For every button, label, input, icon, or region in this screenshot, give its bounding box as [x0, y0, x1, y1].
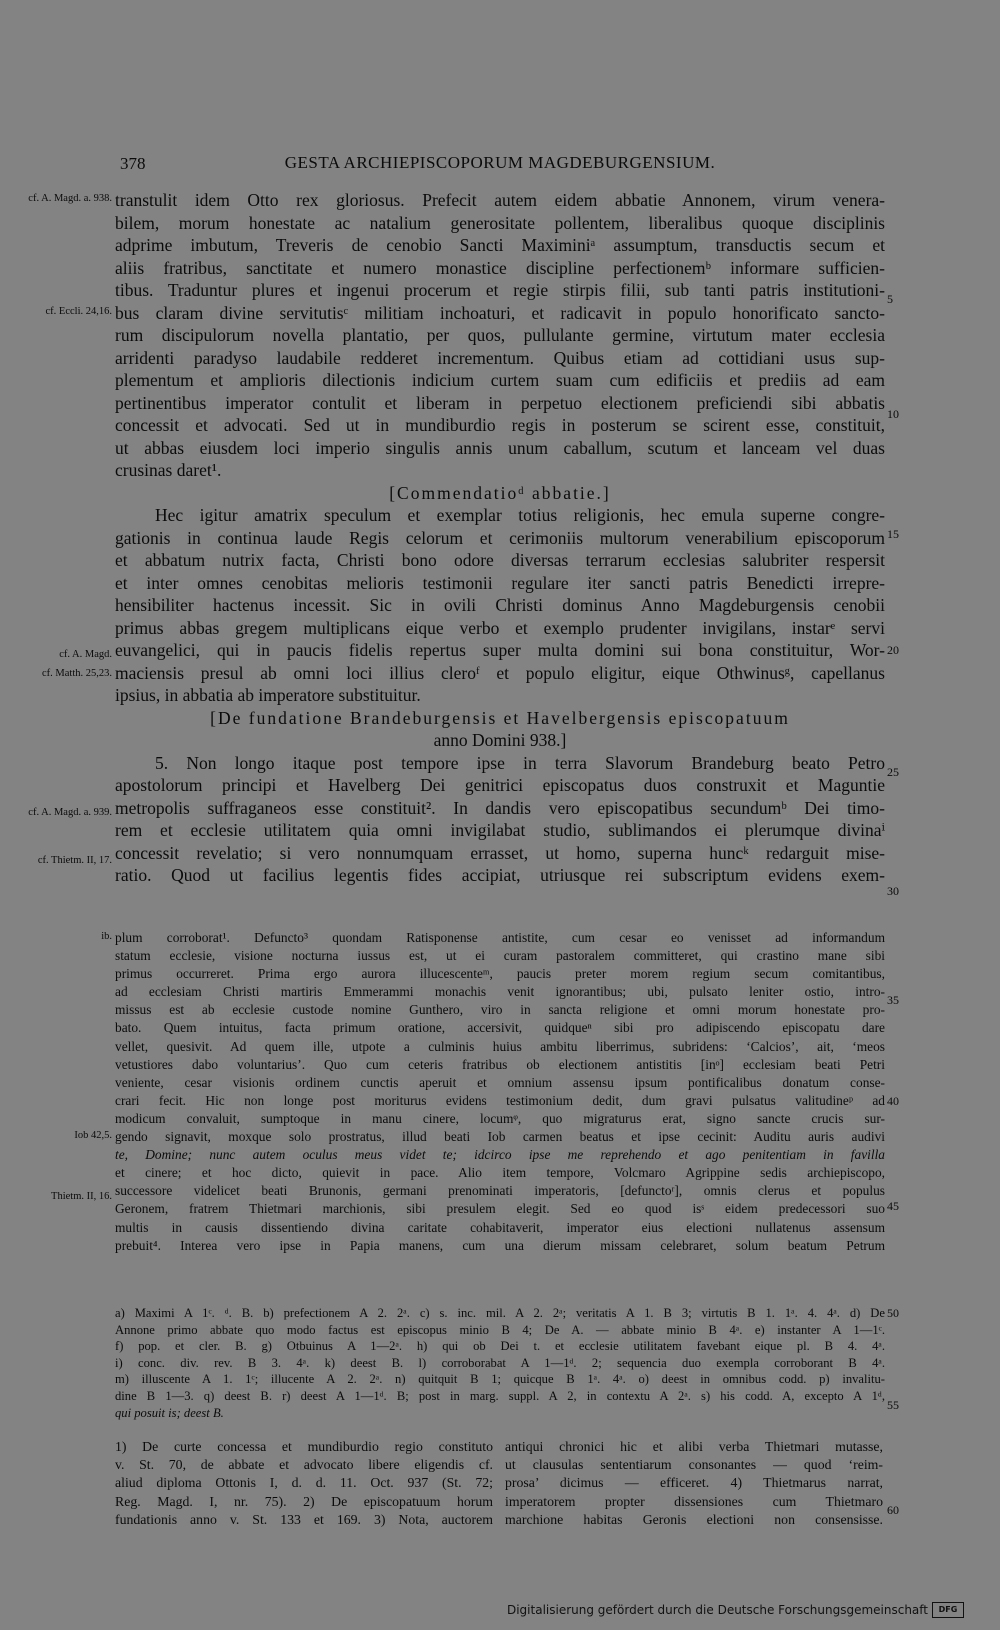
footnote-line: prosa’ dicimus — efficeret. 4) Thietmarus narrat,	[505, 1475, 883, 1491]
small-line: bato. Quem intuitus, facta primum oratione, accersivit, quidqueⁿ sibi pro adipiscendo episcopatu dare	[115, 1020, 885, 1036]
text-line: Hec igitur amatrix speculum et exemplar totius religionis, hec emula superne congre-	[155, 505, 885, 525]
small-line: te, Domine; nunc autem oculus meus videt te; idcirco ipse me reprehendo et ago penitentiam in favilla	[115, 1147, 885, 1163]
line-number: 20	[887, 643, 899, 657]
margin-reference: cf. Thietm. II, 17.	[37, 855, 112, 866]
apparatus-line: f) pop. et cler. B. g) Otbuinus A 1—2ᵃ. h) qui ob Dei t. et ecclesie utilitatem favebant eique pl. B 4. 4ᵃ.	[115, 1339, 885, 1354]
margin-reference: Thietm. II, 16.	[51, 1191, 112, 1202]
small-line: statum ecclesie, visione nocturna iussus est, ut ei curam pastoralem committeret, qui crastino mane sibi	[115, 948, 885, 964]
footnote-line: 1) De curte concessa et mundiburdio regio constituto	[115, 1439, 493, 1454]
text-line: gationis in continua laude Regis celorum et cerimoniis multorum venerabilium episcoporum	[115, 527, 885, 548]
main-text	[115, 189, 885, 887]
line-number: 50	[887, 1306, 899, 1320]
small-line: et cinere; et hoc dicto, quievit in pace. Alio item tempore, Volcmaro Agrippine sedis archiepiscopo,	[115, 1165, 885, 1181]
text-line: rem et ecclesie utilitatem quia omni invigilabat studio, sublimandos ei plerumque divinaⁱ	[115, 820, 885, 840]
line-number: 40	[887, 1094, 899, 1108]
small-line: ad ecclesiam Christi martiris Emmerammi monachis venit ignorantibus; ubi, pulsato leniter ostio, intro-	[115, 984, 885, 1000]
text-line: ipsius, in abbatia ab imperatore substituitur.	[115, 685, 421, 705]
text-line: ratio. Quod ut facilius legentis fides accipiat, utriusque rei subscriptum evidens exem-	[115, 865, 885, 885]
margin-reference: cf. A. Magd.	[59, 649, 112, 660]
apparatus-line: i) conc. div. rev. B 3. 4ᵃ. k) deest B. l) corroborabat A 1—1ᵈ. 2; sequencia duo exempla corroborant B 4ᵃ.	[115, 1355, 885, 1370]
margin-reference: cf. A. Magd. a. 939.	[28, 807, 112, 818]
text-line: adprime imbutum, Treveris de cenobio Sancti Maximiniᵃ assumptum, transductis secum et	[115, 235, 885, 255]
footnote-line: antiqui chronici hic et alibi verba Thietmari mutasse,	[505, 1439, 883, 1454]
margin-reference: cf. A. Magd. a. 938.	[28, 193, 112, 204]
footnote-line: v. St. 70, de abbate et advocato libere eligendis cf.	[115, 1457, 493, 1473]
line-number: 30	[887, 884, 899, 898]
footnotes-right	[505, 1438, 883, 1529]
text-line: pertinentibus imperator contulit et liberam in perpetuo electionem preficiendi sibi abbatis	[115, 392, 885, 413]
digitization-credit	[507, 1602, 964, 1618]
margin-reference: cf. Eccli. 24,16.	[45, 306, 112, 317]
dfg-logo-icon: DFG	[932, 1602, 964, 1618]
text-line: hensibiliter hactenus incessit. Sic in ovili Christi dominus Anno Magdeburgensis cenobii	[115, 595, 885, 615]
small-print-text	[115, 929, 885, 1255]
footnote-line: ut clausulas sententiarum consonantes — quod ‘reim-	[505, 1457, 883, 1473]
text-line: maciensis presul ab omni loci illius cleroᶠ et populo eligitur, eique Othwinusᵍ, capellanus	[115, 662, 885, 683]
text-line: arridenti paradyso laudabile redderet incrementum. Quibus etiam ad cottidiani usus sup-	[115, 347, 885, 368]
small-line: crari fecit. Hic non longe post moriturus evidens testimonium dedit, dum gravi pulsatus valitudineᵖ ad	[115, 1092, 885, 1108]
apparatus-line: qui posuit is; deest B.	[115, 1405, 224, 1420]
page-number: 378	[120, 154, 146, 173]
section-heading: [Commendatioᵈ abbatie.]	[389, 482, 611, 503]
credit-text: Digitalisierung gefördert durch die Deutsche Forschungsgemeinschaft	[506, 1603, 928, 1617]
small-line: successore videlicet beati Brunonis, germani prenominati imperatoris, [defunctoʳ], omnis clerus et populus	[115, 1183, 885, 1199]
small-line: plum corroborat¹. Defuncto³ quondam Ratisponense antistite, cum cesar eo venisset ad informandum	[115, 930, 885, 945]
small-line: missus est ab ecclesie custode nomine Gunthero, viro in sancta religione et omni morum honestate pro-	[115, 1002, 885, 1018]
text-line: et abbatum nutrix facta, Christi bono odore diversas terrarum ecclesias salubriter respersit	[115, 550, 885, 570]
small-line: multis in causis dissentiendo divina caritate cohabitaverit, imperator eius electioni nullatenus assensum	[115, 1219, 885, 1235]
line-number: 45	[887, 1199, 899, 1213]
text-line: crusinas daret¹.	[115, 460, 222, 480]
margin-reference: cf. Matth. 25,23.	[42, 668, 112, 679]
margin-reference: Iob 42,5.	[74, 1130, 112, 1141]
small-line: prebuit⁴. Interea vero ipse in Papia manens, cum una dierum missam celebraret, solum beatum Petrum	[115, 1237, 885, 1253]
line-number: 15	[887, 527, 899, 541]
small-line: vetustiores dabo voluntarius’. Quo cum ceteris fratribus ob electionem antistitis [inᵒ] ecclesiam beati Petri	[115, 1056, 885, 1072]
small-line: gendo signavit, moxque solo prostratus, illud beati Iob carmen beatus et ipse cecinit: Auditu auris audivi	[115, 1129, 885, 1145]
line-number: 35	[887, 993, 899, 1007]
apparatus-line: dine B 1—3. q) deest B. r) deest A 1—1ᵈ. B; post in marg. suppl. A 2, in contextu A 2ᵃ. s) his codd. A, excepto A 1ᵈ,	[115, 1388, 885, 1403]
section-heading-cont: anno Domini 938.]	[433, 730, 567, 750]
text-line: euvangelici, qui in paucis fidelis repertus super multa domini sui bona constituitur, Wor-	[115, 640, 885, 660]
running-head	[115, 150, 885, 180]
text-line: tibus. Traduntur plures et ingenui procerum et regie stirpis filii, sub tanti patris institutioni-	[115, 280, 885, 300]
line-number: 25	[887, 765, 899, 779]
footnote-line: Reg. Magd. I, nr. 75). 2) De episcopatuum horum	[115, 1493, 493, 1509]
text-line: concessit revelatio; si vero nonnumquam errasset, ut homo, superna huncᵏ redarguit mise-	[115, 842, 885, 863]
critical-apparatus	[115, 1305, 885, 1421]
text-line: concessit et advocati. Sed ut in mundiburdio regis in posterum se scirent esse, constituit,	[115, 415, 885, 435]
footnote-line: aliud diploma Ottonis I, d. d. 11. Oct. 937 (St. 72;	[115, 1475, 493, 1491]
small-line: vellet, quesivit. Ad quem ille, utpote a culminis huius ambitu liberrimus, subridens: ‘Calcios’, ait, ‘meos	[115, 1038, 885, 1054]
text-line: transtulit idem Otto rex gloriosus. Prefecit autem eidem abbatie Annonem, virum venera-	[115, 190, 885, 210]
text-line: et inter omnes cenobitas melioris testimonii regulare iter sancti patris Benedicti irrepre-	[115, 572, 885, 593]
small-line: veniente, cesar visionis ordinem cunctis aperuit et omnium assensu ipsum pontificalibus donatum conse-	[115, 1074, 885, 1090]
footnotes-left	[115, 1438, 493, 1529]
text-line: 5. Non longo itaque post tempore ipse in terra Slavorum Brandeburg beato Petro	[155, 752, 885, 773]
text-line: aliis fratribus, sanctitate et numero monastice discipline perfectionemᵇ informare sufficien-	[115, 257, 885, 278]
footnote-line: imperatorem propter dissensiones cum Thietmaro	[505, 1493, 883, 1509]
small-line: modicum convaluit, sumptoque in manu cinere, locumᵠ, quo migraturus erat, signo sancte crucis sur-	[115, 1110, 885, 1126]
margin-reference: ib.	[101, 931, 112, 942]
text-line: apostolorum principi et Havelberg Dei genitrici episcopatus duos construxit et Maguntie	[115, 775, 885, 795]
footnote-line: marchione habitas Geronis electioni non consensisse.	[505, 1511, 883, 1527]
apparatus-line: Annone primo abbate quo modo factus est episcopus minio B 4; De A. — abbate minio B 4ᵃ. e) instanter A 1—1ᶜ.	[115, 1322, 885, 1337]
section-heading: [De fundatione Brandeburgensis et Havelbergensis episcopatuum	[210, 707, 790, 728]
text-line: plementum et amplioris dilectionis indicium curtem suam cum edificiis et prediis ad eam	[115, 370, 885, 390]
running-title: GESTA ARCHIEPISCOPORUM MAGDEBURGENSIUM.	[284, 153, 716, 172]
line-number: 55	[887, 1398, 899, 1412]
apparatus-line: m) illuscente A 1. 1ᶜ; illucente A 2. 2ᵃ. n) quitquit B 1; quicque B 1ᵃ. 4ᵃ. o) deest in omnibus codd. p) invalitu-	[115, 1372, 885, 1387]
text-line: bus claram divine servitutisᶜ militiam inchoaturi, et radicavit in populo honorificato sancto-	[115, 302, 885, 323]
line-number: 60	[887, 1503, 899, 1517]
small-line: primus occurreret. Prima ergo aurora illucescenteᵐ, paucis preter morem regium secum comitantibus,	[115, 966, 885, 982]
line-number: 5	[887, 292, 893, 306]
text-line: primus abbas gregem multiplicans eique verbo et exemplo prudenter invigilans, instarᵉ servi	[115, 617, 885, 638]
footnote-line: fundationis anno v. St. 133 et 169. 3) Nota, auctorem	[115, 1511, 493, 1527]
text-line: ut abbas eiusdem loci imperio singulis annis unum caballum, scutum et lanceam vel duas	[115, 437, 885, 458]
text-line: rum discipulorum novella plantatio, per quos, pullulante germine, virtutum mater ecclesia	[115, 325, 885, 345]
line-number: 10	[887, 407, 899, 421]
text-line: bilem, morum honestate ac natalium generositate pollentem, liberalibus quoque disciplinis	[115, 212, 885, 233]
apparatus-line: a) Maximi A 1ᶜ. ᵈ. B. b) prefectionem A 2. 2ᵃ. c) s. inc. mil. A 2. 2ᵃ; veritatis A 1. B 3; virtutis B 1. 1ᵃ. 4. 4ᵃ. d) De	[115, 1306, 885, 1320]
small-line: Geronem, fratrem Thietmari marchionis, sibi presulem elegit. Sed eo quod isˢ eidem predecessori suo	[115, 1201, 885, 1217]
text-line: metropolis suffraganeos esse constituit². In dandis vero episcopatibus secundumᵇ Dei timo-	[115, 797, 885, 818]
